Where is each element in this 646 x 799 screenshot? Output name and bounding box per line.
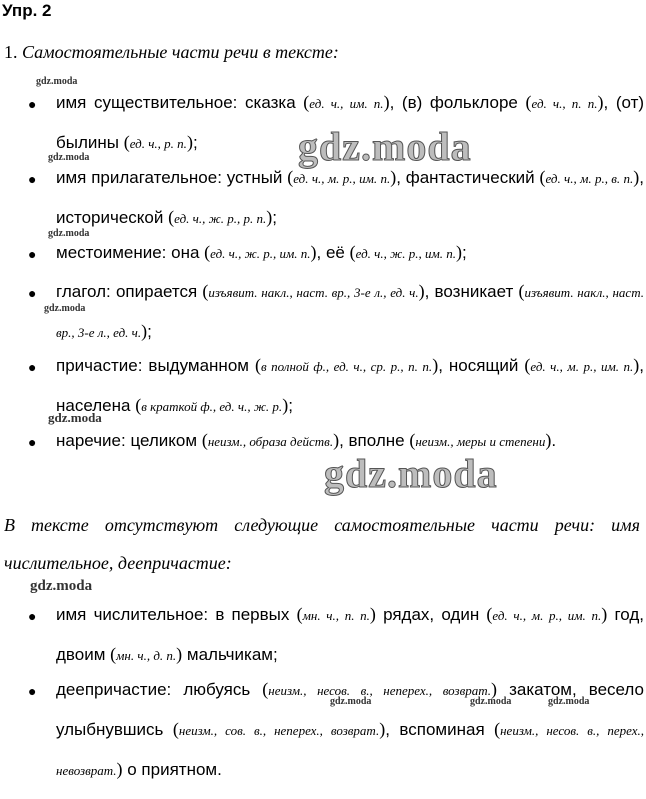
item-label: имя числительное: (56, 605, 216, 624)
watermark-small: gdz.moda (48, 410, 102, 425)
bullet-icon: ● (28, 246, 37, 262)
grammar-note: ед. ч., ж. р., им. п. (210, 246, 311, 261)
list-item: деепричастие: любуясь (неизм., несов. в., неперех., возврат.) закатом, весело улыбнувшись (неизм., сов. в., неперех., возврат.), вспоминая (неизм., несов. в., перех., невозврат.) о приятном. (56, 679, 644, 779)
item-word: устный (226, 168, 288, 187)
item-text: год, двоим (56, 605, 644, 664)
watermark-small: gdz.moda (48, 152, 90, 163)
item-label: имя прилагательное: (56, 168, 227, 187)
list-item: причастие: выдуманном (в полной ф., ед. ч., ср. р., п. п.), носящий (ед. ч., м. р., им. п.), населена (в краткой ф., ед. ч., ж. р.); (56, 355, 644, 415)
item-text: закатом, весело улыбнувшись (56, 680, 644, 739)
bullet-icon: ● (28, 285, 37, 301)
watermark-small: gdz.moda (44, 303, 86, 314)
grammar-note: ед. ч., м. р., в. п. (545, 171, 634, 186)
item-label: наречие: (56, 431, 131, 450)
item-word: целиком (130, 431, 202, 450)
bullet-icon: ● (28, 434, 37, 450)
item-text: ; (192, 133, 198, 152)
item-text: , (в) фольклоре (389, 93, 526, 112)
grammar-note: изъявит. накл., наст. вр., 3-е л., ед. ч. (56, 285, 645, 340)
list-item: имя существительное: сказка (ед. ч., им. п.), (в) фольклоре (ед. ч., п. п.), (от) былины (ед. ч., р. п.); (56, 92, 645, 152)
item-text: ; (288, 396, 293, 415)
bullet-icon: ● (28, 96, 37, 112)
grammar-note: изъявит. накл., наст. вр., 3-е л., ед. ч. (208, 285, 419, 300)
item-word: опирается (115, 282, 203, 301)
heading-text: Самостоятельные части речи в тексте: (22, 42, 339, 62)
list-item: глагол: опирается (изъявит. накл., наст. вр., 3-е л., ед. ч.), возникает (изъявит. накл., наст. вр., 3-е л., ед. ч.); (56, 281, 645, 341)
item-text: . (551, 431, 557, 450)
item-text: , населена (56, 356, 644, 415)
watermark-small: gdz.moda (470, 696, 512, 707)
watermark-small: gdz.moda (30, 578, 93, 594)
watermark-logo: gdz.moda (324, 451, 498, 496)
grammar-note: неизм., несов. в., неперех., возврат. (268, 683, 492, 698)
item-label: местоимение: (56, 243, 172, 262)
item-label: деепричастие: (56, 680, 184, 699)
grammar-note: неизм., меры и степени (415, 434, 546, 449)
watermark-small: gdz.moda (330, 696, 372, 707)
grammar-note: ед. ч., м. р., им. п. (293, 171, 391, 186)
item-text: ; (462, 243, 467, 262)
bullet-icon: ● (28, 608, 37, 624)
item-word: любуясь (183, 680, 263, 699)
bullet-icon: ● (28, 683, 37, 699)
item-word: выдуманном (148, 356, 255, 375)
item-text: , носящий (438, 356, 525, 375)
grammar-note: неизм., сов. в., неперех., возврат. (178, 723, 380, 738)
item-text: ; (147, 322, 152, 341)
item-text: ; (272, 208, 277, 227)
bullet-icon: ● (28, 171, 37, 187)
watermark-small: gdz.moda (48, 228, 90, 239)
item-text: рядах, один (375, 605, 487, 624)
item-text: , вполне (339, 431, 410, 450)
grammar-note: мн. ч., п. п. (302, 608, 370, 623)
item-word: она (171, 243, 205, 262)
grammar-note: неизм., несов. в., перех., невозврат. (56, 723, 644, 778)
section-heading (4, 42, 339, 63)
list-item: имя числительное: в первых (мн. ч., п. п.) рядах, один (ед. ч., м. р., им. п.) год, двоим (мн. ч., д. п.) мальчикам; (56, 604, 644, 664)
list-item: наречие: целиком (неизм., образа действ.), вполне (неизм., меры и степени). (56, 430, 557, 450)
list-item: имя прилагательное: устный (ед. ч., м. р., им. п.), фантастический (ед. ч., м. р., в. п.), исторической (ед. ч., ж. р., р. п.); (56, 167, 644, 227)
watermark-small: gdz.moda (36, 76, 78, 87)
grammar-note: в краткой ф., ед. ч., ж. р. (141, 399, 283, 414)
grammar-note: в полной ф., ед. ч., ср. р., п. п. (260, 359, 433, 374)
grammar-note: ед. ч., п. п. (531, 96, 598, 111)
item-label: имя существительное: (56, 93, 246, 112)
grammar-note: ед. ч., м. р., им. п. (530, 359, 634, 374)
watermark-small: gdz.moda (548, 696, 590, 707)
bullet-icon: ● (28, 359, 37, 375)
grammar-note: ед. ч., ж. р., р. п. (174, 211, 267, 226)
item-text: о приятном. (122, 760, 222, 779)
item-label: причастие: (56, 356, 149, 375)
item-text: , исторической (56, 168, 644, 227)
grammar-note: ед. ч., м. р., им. п. (492, 608, 602, 623)
item-text: , возникает (424, 282, 519, 301)
item-text: , её (316, 243, 350, 262)
item-word: в первых (215, 605, 297, 624)
absent-note: В тексте отсутствуют следующие самостоятельные части речи: имя числительное, деепричастие: (4, 515, 640, 573)
grammar-note: неизм., образа действ. (207, 434, 334, 449)
heading-number: 1. (4, 42, 18, 62)
item-text: , вспоминая (385, 720, 495, 739)
list-item: местоимение: она (ед. ч., ж. р., им. п.), её (ед. ч., ж. р., им. п.); (56, 242, 467, 262)
grammar-note: ед. ч., р. п. (129, 136, 187, 151)
item-text: мальчикам; (182, 645, 278, 664)
grammar-note: ед. ч., им. п. (309, 96, 384, 111)
exercise-title: Упр. 2 (2, 1, 52, 20)
grammar-note: ед. ч., ж. р., им. п. (355, 246, 456, 261)
watermark-logo: gdz.moda (298, 124, 472, 169)
grammar-note: мн. ч., д. п. (116, 648, 177, 663)
item-label: глагол: (56, 282, 116, 301)
item-text: , фантастический (396, 168, 540, 187)
item-text: , (от) былины (56, 93, 645, 152)
item-word: сказка (245, 93, 304, 112)
